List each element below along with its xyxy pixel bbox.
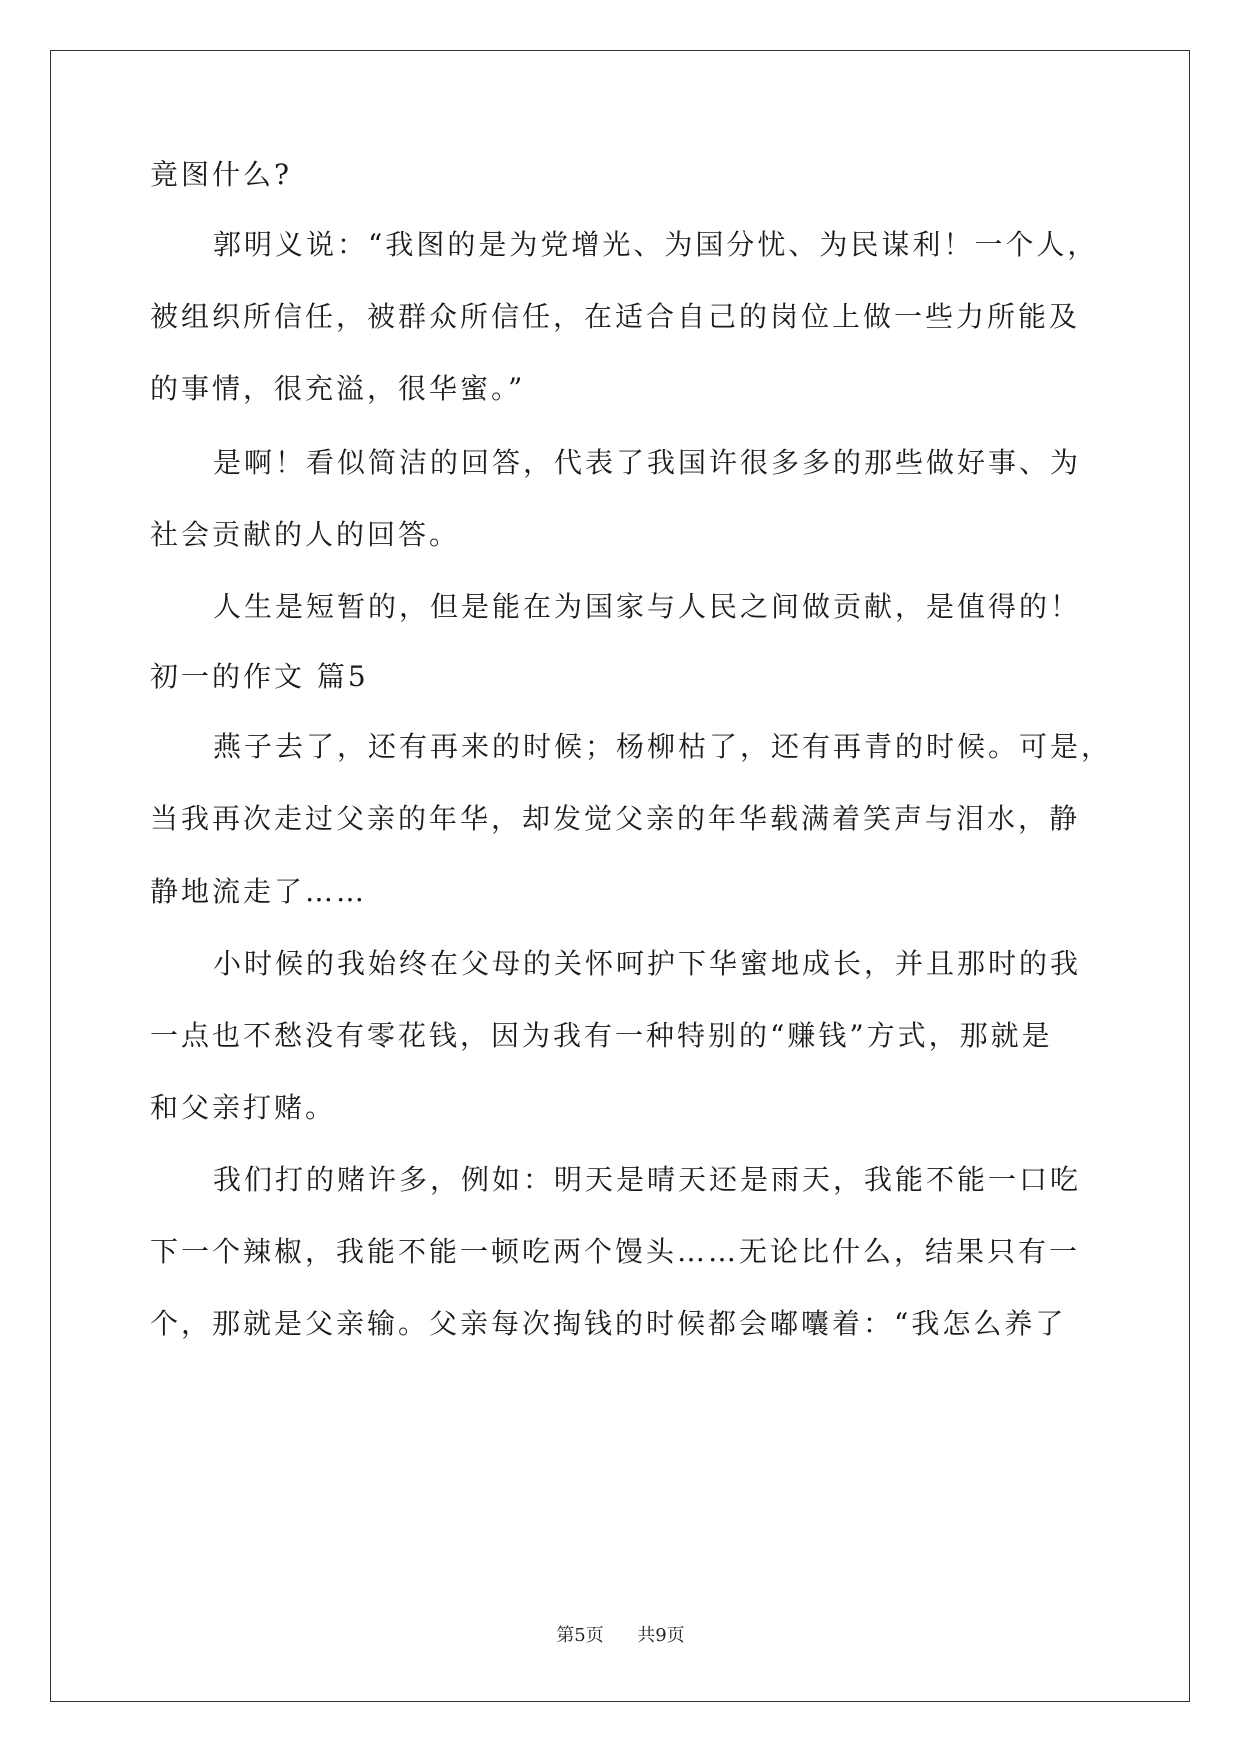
text-line: 燕子去了，还有再来的时候；杨柳枯了，还有再青的时候。可是， [213,730,1113,763]
text-line: 竟图什么? [150,158,293,191]
text-line: 下一个辣椒，我能不能一顿吃两个馒头……无论比什么，结果只有一 [150,1235,1081,1268]
text-line: 是啊！看似简洁的回答，代表了我国许很多多的那些做好事、为 [213,446,1082,479]
text-line: 一点也不愁没有零花钱，因为我有一种特别的“赚钱”方式，那就是 [150,1019,1053,1052]
text-line: 的事情，很充溢，很华蜜。” [150,372,526,405]
text-line: 郭明义说：“我图的是为党增光、为国分忧、为民谋利！一个人， [213,228,1099,261]
text-line: 我们打的赌许多，例如：明天是晴天还是雨天，我能不能一口吃 [213,1163,1082,1196]
text-line: 被组织所信任，被群众所信任，在适合自己的岗位上做一些力所能及 [150,300,1081,333]
text-line: 当我再次走过父亲的年华，却发觉父亲的年华载满着笑声与泪水，静 [150,802,1081,835]
page-total: 共9页 [637,1625,685,1646]
section-heading: 初一的作文 篇5 [150,660,369,693]
text-line: 人生是短暂的，但是能在为国家与人民之间做贡献，是值得的！ [213,590,1082,623]
text-line: 个，那就是父亲输。父亲每次掏钱的时候都会嘟囔着：“我怎么养了 [150,1307,1067,1340]
text-line: 小时候的我始终在父母的关怀呵护下华蜜地成长，并且那时的我 [213,947,1082,980]
text-line: 和父亲打赌。 [150,1091,337,1124]
page-number: 第5页 [556,1625,604,1646]
text-line: 静地流走了…… [150,875,368,908]
text-line: 社会贡献的人的回答。 [150,518,461,551]
page-footer [0,1624,1241,1648]
